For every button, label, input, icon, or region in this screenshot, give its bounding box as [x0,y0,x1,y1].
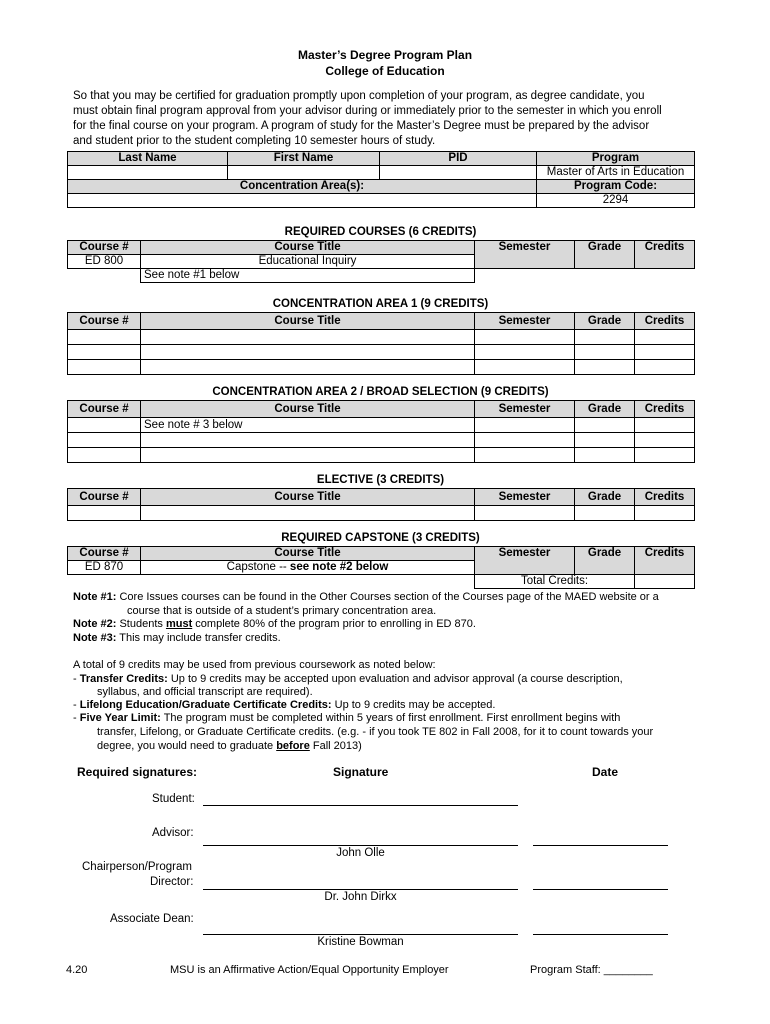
capstone-table [67,546,695,589]
credits-header: Credits [635,241,695,269]
required-courses-table [67,240,695,283]
program-value: Master of Arts in Education [537,166,695,180]
course-title-header: Course Title [141,547,475,561]
capstone-heading: REQUIRED CAPSTONE (3 CREDITS) [281,532,480,544]
required-signatures-label: Required signatures: [77,765,198,779]
table-row [68,448,695,463]
page-subtitle: College of Education [325,64,445,78]
course-title-header: Course Title [141,241,475,255]
grade-header: Grade [575,401,635,418]
chair-name: Dr. John Dirkx [324,891,397,903]
semester-header: Semester [475,489,575,506]
five-year-text-end: degree, you would need to graduate [97,740,277,752]
course-title-header: Course Title [141,313,475,330]
five-year-label: Five Year Limit: [79,712,161,724]
course-number-cell: ED 800 [68,255,141,269]
advisor-signature-line[interactable] [203,845,518,846]
course-number-header: Course # [68,313,141,330]
table-row [68,506,695,521]
intro-line: must obtain final program approval from your advisor during or immediately prior to the semester in which you enroll [73,105,662,117]
dean-label: Associate Dean: [110,913,194,925]
pid-field[interactable] [380,166,537,180]
course-number-cell: ED 870 [68,561,141,575]
student-label: Student: [152,793,195,805]
concentration2-heading: CONCENTRATION AREA 2 / BROAD SELECTION (9 CREDITS) [212,386,549,398]
grade-header: Grade [575,241,635,269]
director-label: Director: [150,876,194,888]
eeo-statement: MSU is an Affirmative Action/Equal Opportunity Employer [170,964,449,976]
dean-date-line[interactable] [533,934,668,935]
course-title-cell [141,561,475,575]
note2-emphasis: must [165,618,193,630]
semester-header: Semester [475,547,575,575]
capstone-title-plain: Capstone -- [226,561,290,573]
concentration1-heading: CONCENTRATION AREA 1 (9 CREDITS) [272,298,489,310]
transfer-text: Up to 9 credits may be accepted upon evaluation and advisor approval (a course description, [167,673,623,685]
five-year-text: The program must be completed within 5 years of first enrollment. First enrollment begins with [160,712,621,724]
concentration2-table [67,400,695,463]
advisor-name: John Olle [336,847,385,859]
note-cell: See note #1 below [141,269,475,283]
concentration-header: Concentration Area(s): [68,180,537,194]
program-code-header: Program Code: [537,180,695,194]
note2-label: Note #2: [73,618,117,630]
course-title-cell: Educational Inquiry [141,255,475,269]
grade-header: Grade [575,313,635,330]
semester-header: Semester [475,241,575,269]
intro-line: for the final course on your program. A program of study for the Master’s Degree must be prepared by the advisor [73,120,650,132]
table-row [68,360,695,375]
page-title: Master’s Degree Program Plan [297,48,473,62]
credits-header: Credits [635,313,695,330]
last-name-field[interactable] [68,166,228,180]
table-row [68,418,695,433]
dean-signature-line[interactable] [203,934,518,935]
course-title-header: Course Title [141,489,475,506]
signature-column-label: Signature [333,765,389,779]
five-year-text-cont: transfer, Lifelong, or Graduate Certificate credits. (e.g. - if you took TE 802 in Fall 2008, for it to count towards your [97,726,654,738]
note-cell: See note # 3 below [141,418,475,433]
credits-intro: A total of 9 credits may be used from previous coursework as noted below: [73,659,436,671]
course-number-header: Course # [68,401,141,418]
table-row [68,345,695,360]
student-signature-line[interactable] [203,805,518,806]
course-number-header: Course # [68,241,141,255]
total-credits-field[interactable] [635,575,695,589]
course-title-header: Course Title [141,401,475,418]
transfer-text-cont: syllabus, and official transcript are required). [97,686,313,698]
date-column-label: Date [592,765,619,779]
intro-line: So that you may be certified for graduation promptly upon completion of your program, as degree candidate, you [73,90,645,102]
pid-header: PID [380,152,537,166]
program-header: Program [537,152,695,166]
lifelong-text: Up to 9 credits may be accepted. [331,699,496,711]
required-courses-heading: REQUIRED COURSES (6 CREDITS) [284,226,477,238]
five-year-text-tail: Fall 2013) [309,740,362,752]
program-staff: Program Staff: ________ [530,964,653,976]
credits-header: Credits [635,547,695,575]
last-name-header: Last Name [68,152,228,166]
first-name-field[interactable] [228,166,380,180]
dean-name: Kristine Bowman [317,936,404,948]
program-code-value: 2294 [537,194,695,208]
note1-text-cont: course that is outside of a student’s primary concentration area. [127,605,437,617]
credits-header: Credits [635,401,695,418]
semester-header: Semester [475,313,575,330]
table-row [68,330,695,345]
form-version: 4.20 [66,964,88,976]
note1-text: Core Issues courses can be found in the Other Courses section of the Courses page of the MAED website or a [119,591,659,603]
total-credits-label: Total Credits: [475,575,635,589]
semester-header: Semester [475,401,575,418]
five-year-emphasis: before [276,740,310,752]
chair-signature-line[interactable] [203,889,518,890]
intro-line: and student prior to the student completing 10 semester hours of study. [73,135,436,147]
concentration-field[interactable] [68,194,537,208]
course-number-header: Course # [68,489,141,506]
elective-heading: ELECTIVE (3 CREDITS) [316,474,445,486]
chair-label: Chairperson/Program [82,861,192,873]
note2-text: Students [119,618,166,630]
credits-header: Credits [635,489,695,506]
capstone-title-note: see note #2 below [289,561,389,573]
table-row [68,433,695,448]
course-number-header: Course # [68,547,141,561]
first-name-header: First Name [228,152,380,166]
concentration1-table [67,312,695,375]
note1-label: Note #1: [73,591,117,603]
grade-header: Grade [575,547,635,575]
lifelong-label: Lifelong Education/Graduate Certificate Credits: [79,699,332,711]
transfer-label: Transfer Credits: [79,673,168,685]
note3-label: Note #3: [73,632,117,644]
advisor-label: Advisor: [152,827,194,839]
elective-table [67,488,695,521]
advisor-date-line[interactable] [533,845,668,846]
note2-text-end: complete 80% of the program prior to enrolling in ED 870. [192,618,476,630]
grade-header: Grade [575,489,635,506]
note3-text: This may include transfer credits. [119,632,281,644]
chair-date-line[interactable] [533,889,668,890]
student-info-table [67,151,695,208]
